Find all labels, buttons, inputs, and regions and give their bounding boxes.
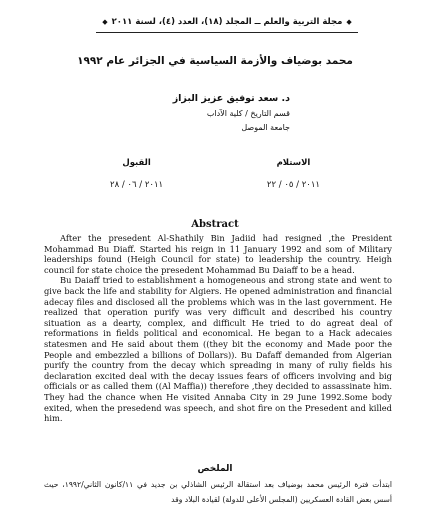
journal-header [96,12,358,33]
received-label: الاستلام [276,158,311,168]
accepted-date [110,158,163,190]
author-block [110,93,290,137]
arabic-summary-text: ابتدأت فترة الرئيس محمد بوضياف بعد استقالة الرئيس الشاذلي بن جديد في ١١/كانون الثاني/١٩٩٢، حيث أسس بعض القادة العسكريين (المجلس الأعلى للدولة) لقيادة البلاد وقد [44,480,392,504]
accepted-label: القبول [122,158,151,168]
abstract-paragraph-2: Bu Daiaff tried to establishment a homogeneous and strong state and went to give back the life and stability for Algiers. He opened administration and financial adecay files and disclosed all the problems which was in the last government. He realized that operation purify was very difficult and described his country situation as a dearty, complex, and difficult He tried to do agreat deal of reformations in fields political and economical. He began to a Hack adecaies statesmen and He said about them ((they bit the economy and Made poor the People and embezzled a billions of Dollars)). Bu Dafaff demanded from Algerian purify the country from the decay which spreading in many of ruliy fields his declaration excited deal with the decay issues fears of officers involving and big officials or as called them ((Al Maffia)) therefore ,they decided to assassinate him. They had the chance when He visited Annaba City in 29 June 1992.Some body exited, when the presedend was speech, and shot fire on the Presedent and killed him. [44,275,392,424]
article-title: محمد بوضياف والأزمة السياسية في الجزائر عام ١٩٩٢ [77,55,353,67]
arabic-summary-heading: الملخص [197,464,233,474]
received-date [267,158,320,190]
author-university: جامعة الموصل [241,123,290,132]
abstract-heading: Abstract [191,219,239,230]
diamond-bullet-icon: ◆ [346,18,352,26]
received-value: ٢٠١١ / ٠٥ / ٢٢ [266,180,320,190]
submission-dates [110,158,320,190]
abstract-paragraph-1: After the presedent Al-Shathily Bin Jadiid had resigned ,the President Mohammad Bu Diaff. Started his reign in 11 January 1992 and som of Military leaderships found (Heigh Council for state) to leadership the country. Heigh council for state choice the presedent Mohammad Bu Daiaff to be a head. [44,233,392,275]
diamond-bullet-icon: ◆ [102,18,108,26]
accepted-value: ٢٠١١ / ٠٦ / ٢٨ [110,180,164,190]
journal-info: مجلة التربية والعلم ــ المجلد (١٨)، العدد (٤)، لسنة ٢٠١١ [111,17,343,27]
abstract-body [44,233,392,424]
author-department: قسم التاريخ / كلية الآداب [206,109,290,118]
author-name: د. سعد توفيق عزيز البزاز [172,93,290,104]
